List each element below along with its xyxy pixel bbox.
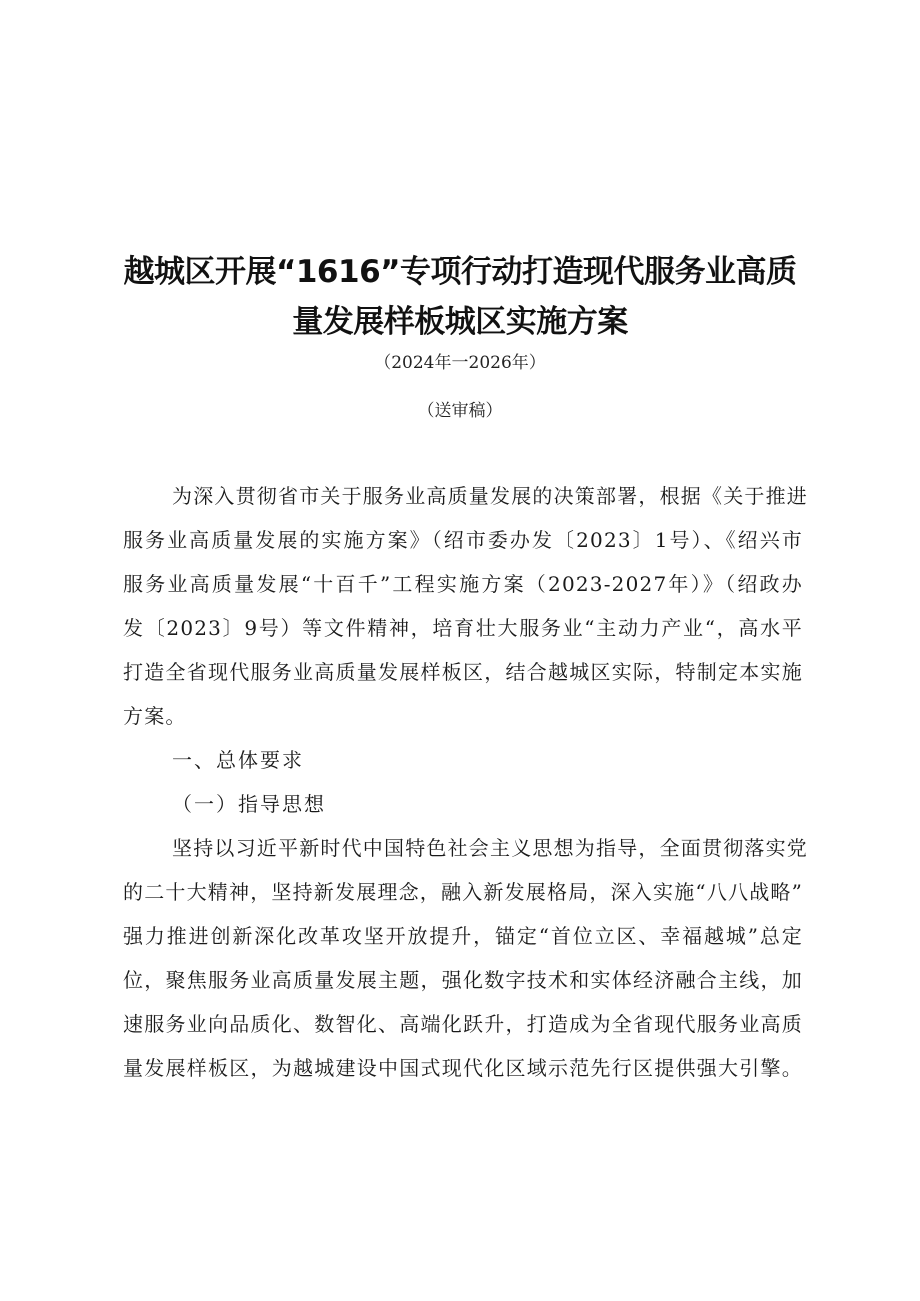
intro-line: 发〔2023〕9号）等文件精神，培育壮大服务业“主动力产业“，高水平 [123, 616, 803, 640]
document-title-line-1: 越城区开展“1616”专项行动打造现代服务业高质 [123, 254, 797, 290]
intro-line: 方案。 [123, 704, 187, 728]
draft-note: （送审稿） [417, 401, 503, 421]
document-title-line-2: 量发展样板城区实施方案 [292, 304, 628, 340]
intro-line: 打造全省现代服务业高质量发展样板区，结合越城区实际，特制定本实施 [123, 660, 803, 684]
intro-line: 为深入贯彻省市关于服务业高质量发展的决策部署，根据《关于推进 [172, 484, 808, 508]
guiding-line: 速服务业向品质化、数智化、高端化跃升，打造成为全省现代服务业高质 [123, 1012, 803, 1036]
guiding-line: 坚持以习近平新时代中国特色社会主义思想为指导，全面贯彻落实党 [172, 836, 808, 860]
guiding-line: 的二十大精神，坚持新发展理念，融入新发展格局，深入实施“八八战略” [123, 880, 804, 904]
intro-line: 服务业高质量发展的实施方案》（绍市委办发〔2023〕1号）、《绍兴市 [123, 528, 803, 552]
subsection-heading: （一）指导思想 [172, 792, 326, 816]
intro-line: 服务业高质量发展“十百千”工程实施方案（2023-2027年）》（绍政办 [123, 572, 803, 596]
section-heading: 一、总体要求 [172, 748, 304, 772]
guiding-line: 量发展样板区，为越城建设中国式现代化区域示范先行区提供强大引擎。 [123, 1056, 803, 1080]
guiding-line: 位，聚焦服务业高质量发展主题，强化数字技术和实体经济融合主线，加 [123, 968, 803, 992]
guiding-line: 强力推进创新深化改革攻坚开放提升，锚定“首位立区、幸福越城”总定 [123, 924, 803, 948]
document-period: （2024年一2026年） [374, 353, 546, 373]
